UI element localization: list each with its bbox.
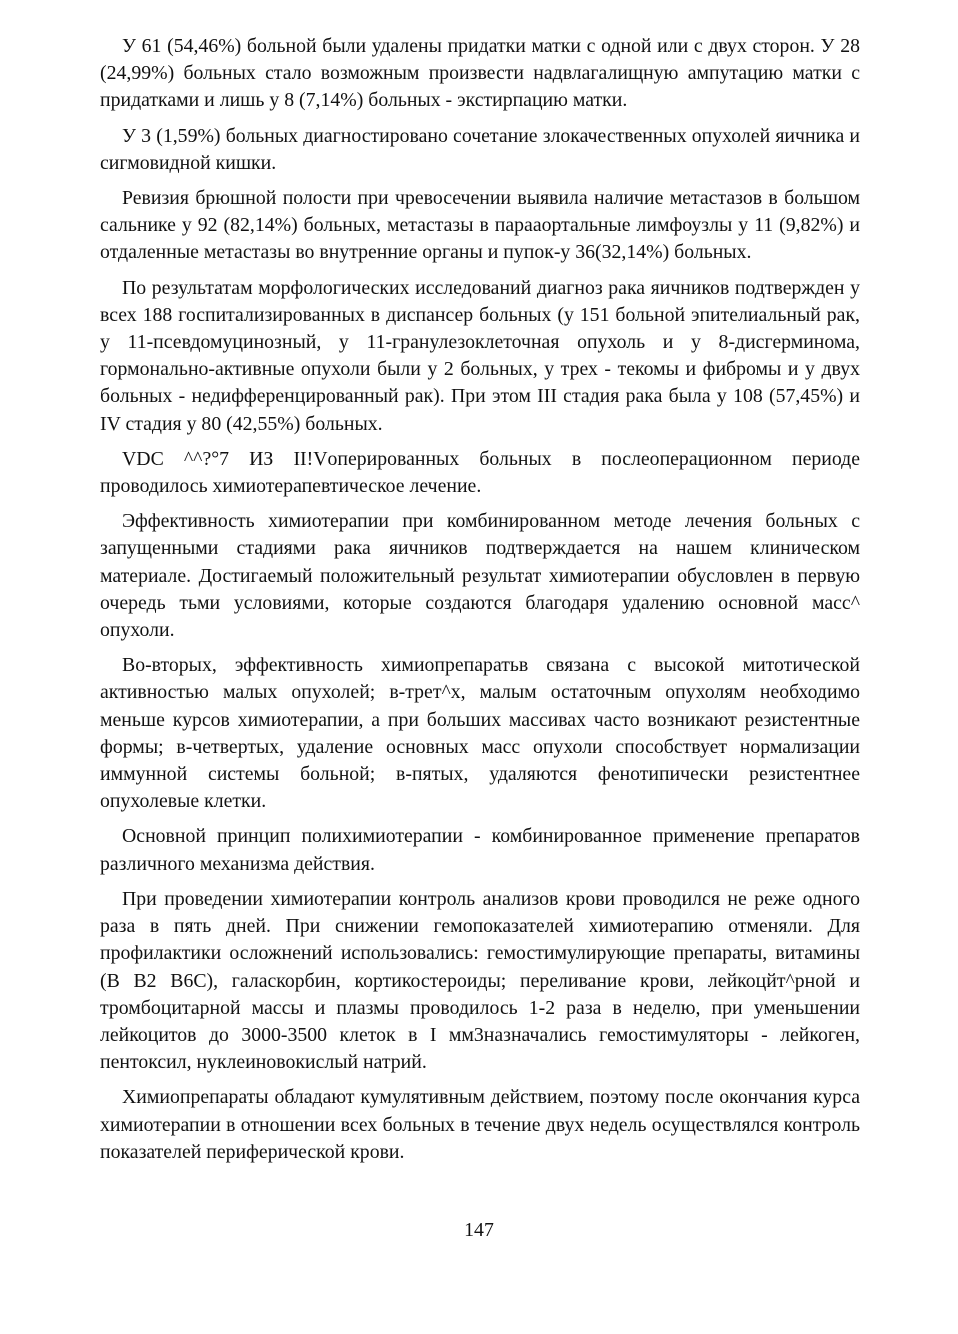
- paragraph-morphology-results: По результатам морфологических исследований диагноз рака яичников подтвержден у всех 188 госпитализированных в диспансер больных (у 151 больной эпителиальный рак, у 11-псевдомуцинозный, у 11-гранулезоклеточная опухоль и у 8-дисгерминома, гормонально-активные опухоли были у 2 больных, у трех - текомы и фибромы и у двух больных - недифференцированный рак). При этом III стадия рака была у 108 (57,45%) и IV стадия у 80 (42,55%) больных.: [100, 276, 860, 435]
- paragraph-blood-monitoring: При проведении химиотерапии контроль анализов крови проводился не реже одного раза в пять дней. При снижении гемопоказателей химиотерапию отменяли. Для профилактики осложнений использовались: гемостимулирующие препараты, витамины (В В2 В6С), галаскорбин, кортикостероиды; переливание крови, лейкоцйт^рной и тромбоцитарной массы и плазмы проводилось 1-2 раза в неделю, при уменьшении лейкоцитов до 3000-3500 клеток в I мм3назначались гемостимуляторы - лейкоген, пентоксил, нуклеиновокислый натрий.: [100, 887, 860, 1074]
- paragraph-cumulative-action: Химиопрепараты обладают кумулятивным действием, поэтому после окончания курса химиотерапии в отношении всех больных в течение двух недель осуществлялся контроль показателей периферической крови.: [100, 1086, 860, 1163]
- page-number: 147: [464, 1219, 494, 1241]
- paragraph-chemotherapy-effectiveness: Эффективность химиотерапии при комбинированном методе лечения больных с запущенными стадиями рака яичников подтверждается на нашем клиническом материале. Достигаемый положительный результат химиотерапии обусловлен в первую очередь тьми условиями, которые создаются благодаря удалению основной масс^ опухоли.: [100, 510, 860, 642]
- document-text-body: [100, 33, 860, 1174]
- paragraph-postoperative-chemotherapy: VDC ^^?°7 ИЗ II!Vоперированных больных в послеоперационном периоде проводилось химиотерапевтическое лечение.: [100, 447, 860, 498]
- paragraph-polychemotherapy-principle: Основной принцип полихимиотерапии - комбинированное применение препаратов различного механизма действия.: [100, 825, 860, 875]
- paragraph-abdominal-revision: Ревизия брюшной полости при чревосечении выявила наличие метастазов в большом сальнике у 92 (82,14%) больных, метастазы в парааортальные лимфоузлы у 11 (9,82%) и отдаленные метастазы во внутренние органы и пупок-у 36(32,14%) больных.: [100, 187, 860, 264]
- paragraph-combined-tumors: У 3 (1,59%) больных диагностировано сочетание злокачественных опухолей яичника и сигмовидной кишки.: [100, 124, 860, 174]
- paragraph-second-factors: Во-вторых, эффективность химиопрепаратьв связана с высокой митотической активностью малых опухолей; в-трет^х, малым остаточным опухолям необходимо меньше курсов химиотерапии, а при больших массивах часто возникают резистентные формы; в-четвертых, удаление основных масс опухоли способствует нормализации иммунной системы больной; в-пятых, удаляются фенотипически резистентнее опухолевые клетки.: [100, 654, 860, 813]
- paragraph-adnexa-removal: У 61 (54,46%) больной были удалены придатки матки с одной или с двух сторон. У 28 (24,99%) больных стало возможным произвести надвлагалищную ампутацию матки с придатками и лишь у 8 (7,14%) больных - экстирпацию матки.: [100, 35, 860, 112]
